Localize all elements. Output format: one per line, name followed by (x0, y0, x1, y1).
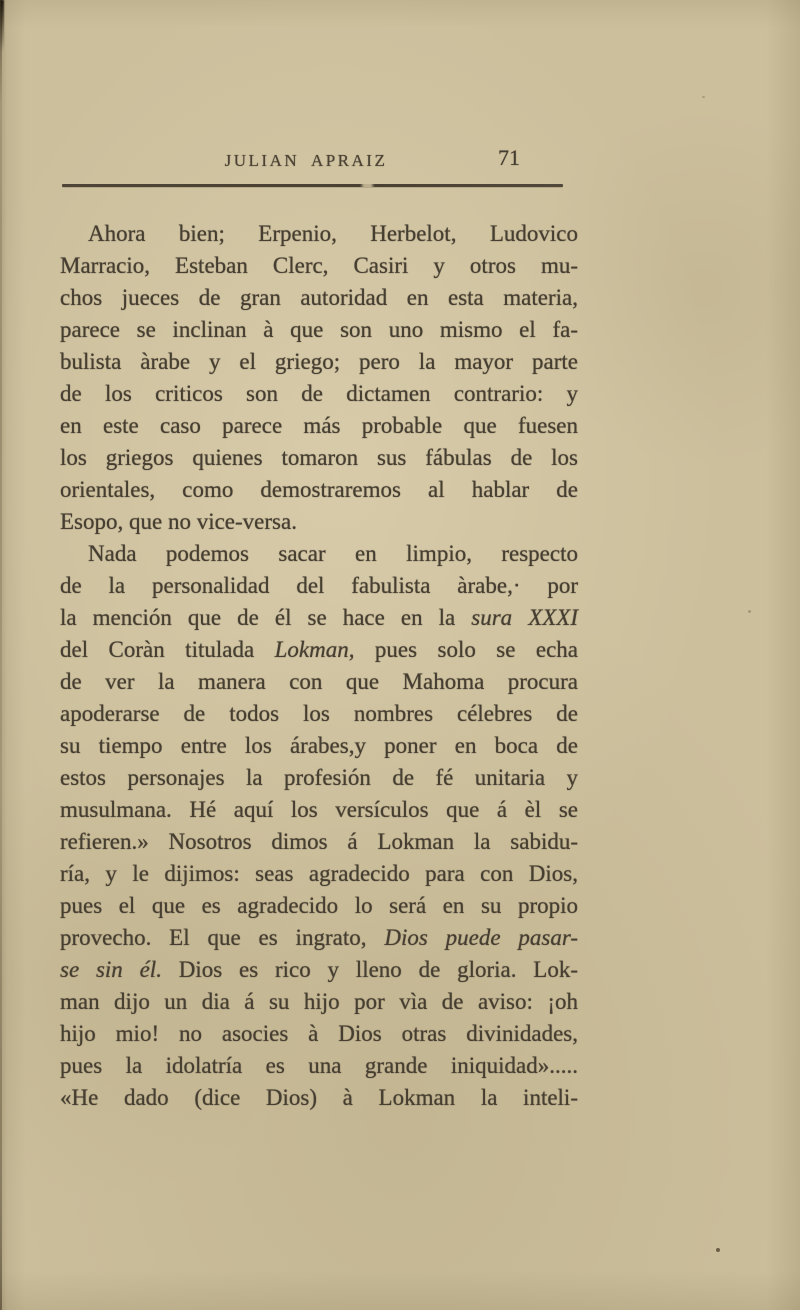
text-run: de los criticos son de dictamen contrario: y (60, 381, 578, 406)
text-run: los griegos quienes tomaron sus fábulas de los (60, 445, 578, 470)
text-line (60, 442, 578, 474)
scan-artifact-speck (748, 610, 751, 613)
text-line (60, 922, 578, 954)
text-run: musulmana. Hé aquí los versículos que á èl se (60, 797, 578, 822)
text-run: en este caso parece más probable que fuesen (60, 413, 578, 438)
text-run: apoderarse de todos los nombres célebres de (60, 701, 578, 726)
text-run: refieren.» Nosotros dimos á Lokman la sabidu- (60, 829, 578, 854)
text-run: del Coràn titulada (60, 637, 275, 662)
text-line (60, 378, 578, 410)
text-line (60, 282, 578, 314)
text-run: estos personajes la profesión de fé unitaria y (60, 765, 578, 790)
text-run: Dios es rico y lleno de gloria. Lok- (161, 957, 578, 982)
text-run: ría, y le dijimos: seas agradecido para con Dios, (60, 861, 578, 886)
text-run: Nada podemos sacar en limpio, respecto (88, 541, 578, 566)
text-run: su tiempo entre los árabes,y poner en boca de (60, 733, 578, 758)
italic-text-run: Lokman, (274, 637, 355, 662)
text-line (60, 1082, 578, 1114)
text-line (60, 346, 578, 378)
text-line (60, 666, 578, 698)
text-run: de ver la manera con que Mahoma procura (60, 669, 578, 694)
text-line (60, 250, 578, 282)
scan-artifact-left-edge (0, 0, 2, 1310)
text-line (60, 762, 578, 794)
text-line (60, 1050, 578, 1082)
text-run: Marracio, Esteban Clerc, Casiri y otros mu- (60, 253, 578, 278)
text-line (60, 474, 578, 506)
text-line (60, 794, 578, 826)
text-line (60, 858, 578, 890)
text-run: Ahora bien; Erpenio, Herbelot, Ludovico (88, 221, 578, 246)
text-line (60, 410, 578, 442)
text-run: pues solo se echa (354, 637, 578, 662)
text-run: «He dado (dice Dios) à Lokman la inteli- (60, 1085, 578, 1110)
text-line (60, 570, 578, 602)
text-line (60, 698, 578, 730)
italic-text-run: se sin él. (60, 957, 162, 982)
text-run: parece se inclinan à que son uno mismo el fa- (60, 317, 578, 342)
page-header-title: JULIAN APRAIZ (224, 151, 388, 170)
page-number: 71 (498, 145, 520, 170)
text-run: la mención que de él se hace en la (60, 605, 472, 630)
text-line (60, 314, 578, 346)
header-rule (62, 184, 563, 187)
text-line (60, 730, 578, 762)
text-line (60, 986, 578, 1018)
text-run: bulista àrabe y el griego; pero la mayor parte (60, 349, 578, 374)
text-run: provecho. El que es ingrato, (60, 925, 385, 950)
text-line (60, 954, 578, 986)
text-line (60, 890, 578, 922)
text-line (60, 634, 578, 666)
text-run: de la personalidad del fabulista àrabe,· por (60, 573, 578, 598)
scan-artifact-corner-streak (0, 0, 4, 52)
text-line (60, 1018, 578, 1050)
text-run: chos jueces de gran autoridad en esta materia, (60, 285, 578, 310)
text-run: orientales, como demostraremos al hablar de (60, 477, 578, 502)
text-run: pues el que es agradecido lo será en su propio (60, 893, 578, 918)
italic-text-run: sura XXXI (471, 605, 578, 630)
text-run: Esopo, que no vice-versa. (60, 509, 297, 534)
text-run: hijo mio! no asocies à Dios otras divinidades, (60, 1021, 578, 1046)
text-line (60, 538, 578, 570)
text-line (60, 506, 578, 538)
text-run: pues la idolatría es una grande iniquidad»..... (60, 1053, 578, 1078)
italic-text-run: Dios puede pasar- (384, 925, 579, 950)
text-run: man dijo un dia á su hijo por vìa de aviso: ¡oh (60, 989, 578, 1014)
text-line (60, 826, 578, 858)
body-text (60, 218, 578, 1114)
text-line (60, 218, 578, 250)
text-line (60, 602, 578, 634)
scan-artifact-speck (702, 96, 705, 98)
scan-artifact-speck (716, 1248, 720, 1252)
